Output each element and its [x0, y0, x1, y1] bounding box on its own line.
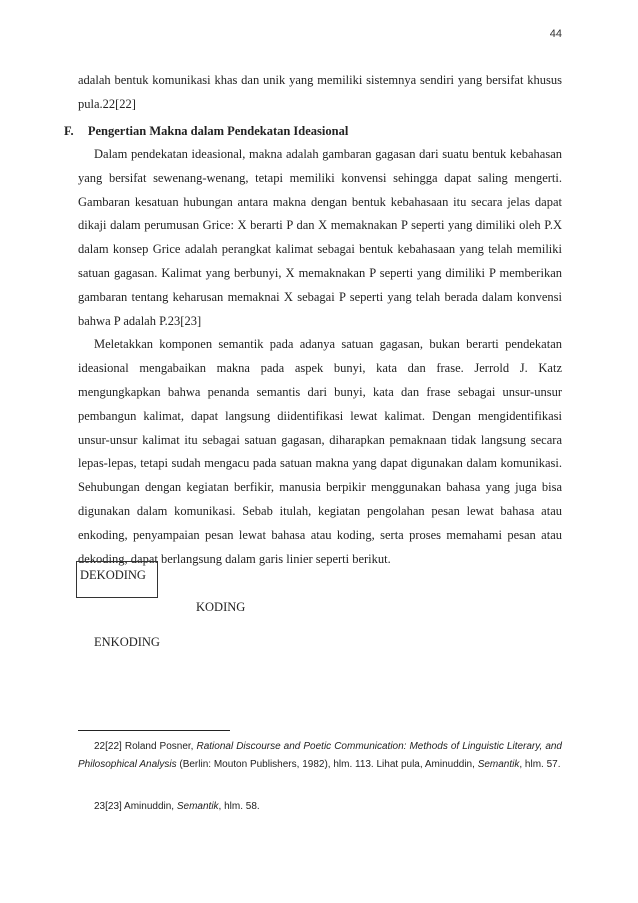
- paragraph-ideasional: Dalam pendekatan ideasional, makna adalah gambaran gagasan dari suatu bentuk kebahasan yang bersifat sewenang-wenang, tetapi memiliki konvensi sehingga dapat saling mengerti. Gambaran kesatuan hubungan antara makna dengan bentuk kebahasaan itu secara jelas dapat dikaji dalam perumusan Grice: X berarti P dan X memaknakan P seperti yang dimiliki oleh P.X dalam konsep Grice adalah perangkat kalimat sebagai bentuk kebahasaan yang telah memiliki satuan gagasan. Kalimat yang berbunyi, X memaknakan P seperti yang dimiliki P memberikan gambaran tentang keharusan memaknai X sebagai P seperti yang telah berada dalam konvensi bahwa P adalah P.23[23]: [78, 147, 562, 328]
- footnote-pages: , hlm. 58.: [218, 801, 260, 812]
- body-paragraphs: [78, 143, 562, 571]
- footnote-marker: 22[22]: [94, 741, 122, 752]
- footnote-22: [78, 738, 562, 774]
- enkoding-label: ENKODING: [94, 635, 160, 649]
- footnote-title: Rational Discourse and Poetic Communication: Methods of Linguistic Literary, and Philosophical Analysis: [78, 741, 562, 770]
- footnote-author: Aminuddin,: [124, 801, 175, 812]
- intro-paragraph: [78, 69, 562, 117]
- dekoding-label: DEKODING: [80, 568, 146, 582]
- footnote-separator: [78, 730, 230, 731]
- section-heading: [64, 119, 564, 143]
- section-title: Pengertian Makna dalam Pendekatan Ideasional: [87, 124, 349, 138]
- section-number: F.: [64, 124, 74, 138]
- intro-paragraph-text: adalah bentuk komunikasi khas dan unik yang memiliki sistemnya sendiri yang bersifat khusus pula.22[22]: [78, 73, 562, 111]
- footnote-23: [78, 798, 562, 816]
- koding-label: KODING: [196, 600, 246, 614]
- paragraph-komponen-semantik: Meletakkan komponen semantik pada adanya satuan gagasan, bukan berarti pendekatan ideasional mengabaikan makna pada aspek bunyi, kata dan frase. Jerrold J. Katz mengungkapkan bahwa penanda semantis dari bunyi, kata dan frase sebagai unsur-unsur pembangun kalimat, dapat langsung diidentifikasi lewat kalimat. Dengan mengidentifikasi unsur-unsur kalimat itu sebagai satuan gagasan, diharapkan pemaknaan tidak langsung secara lepas-lepas, tetapi sudah mengacu pada satuan makna yang dapat digunakan dalam komunikasi. Sehubungan dengan kegiatan berfikir, manusia berpikir menggunakan bahasa yang juga bisa digunakan dalam komunikasi. Sebab itulah, kegiatan pengolahan pesan lewat bahasa atau enkoding, penyampaian pesan lewat bahasa atau koding, serta proses memahami pesan atau dekoding, dapat berlangsung dalam garis linier seperti berikut.: [78, 337, 562, 566]
- page-number: 44: [549, 28, 562, 40]
- footnote-marker: 23[23]: [94, 801, 122, 812]
- footnote-pages: , hlm. 57.: [519, 759, 561, 770]
- footnote-details: (Berlin: Mouton Publishers, 1982), hlm. 113. Lihat pula, Aminuddin,: [179, 759, 475, 770]
- footnote-title-2: Semantik: [477, 759, 520, 770]
- footnote-author: Roland Posner,: [124, 741, 194, 752]
- footnote-title: Semantik: [176, 801, 219, 812]
